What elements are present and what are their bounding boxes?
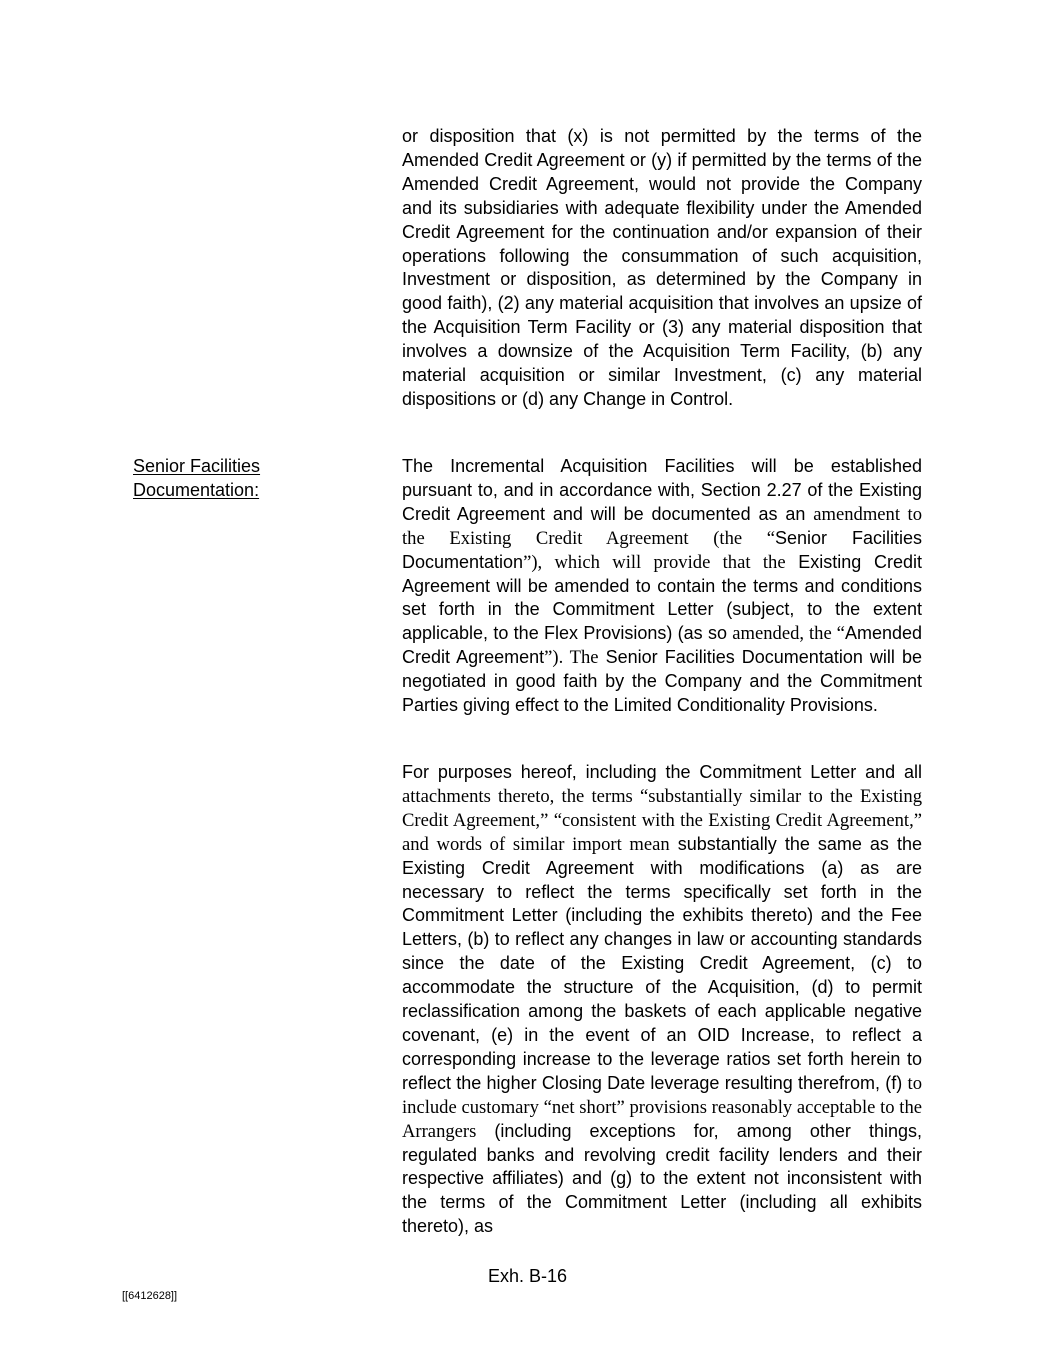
defined-term: Amended Credit Agreement <box>402 623 922 668</box>
text-run: The Incremental Acquisition Facilities will be established pursuant to, and in accordance with, Section 2.27 of the Existing Credit Agreement and will be documented as an <box>402 456 922 524</box>
text-run: ”), which will provide that the <box>523 551 786 573</box>
text-run: to include customary “net short” provisions reasonably acceptable to the Arrangers <box>402 1072 922 1142</box>
paragraph-continued-text: or disposition that (x) is not permitted by the terms of the Amended Credit Agreement or (y) if permitted by the terms of the Amended Credit Agreement, would not provide the Company and its subsidiaries with adequate flexibility under the Amended Credit Agreement for the continuation and/or expansion of their operations following the consummation of such acquisition, Investment or disposition, as determined by the Company in good faith), (2) any material acquisition that involves an upsize of the Acquisition Term Facility or (3) any material disposition that involves a downsize of the Acquisition Term Facility, (b) any material acquisition or similar Investment, (c) any material dispositions or (d) any Change in Control. <box>402 126 922 409</box>
paragraph-continued <box>402 125 922 412</box>
text-run: Existing Credit Agreement will be amended to contain the terms and conditions set forth in the Commitment Letter (subject, to the extent applicable, to the Flex Provisions) (as so <box>402 551 922 644</box>
text-run: amendment to the Existing Credit Agreement (the “ <box>402 503 922 549</box>
paragraph-purposes-text <box>402 761 922 1239</box>
section-label-senior-facilities: Senior Facilities Documentation: <box>133 456 261 500</box>
text-run: substantially the same as the Existing Credit Agreement with modifications (a) as are necessary to reflect the terms specifically set forth in the Commitment Letter (including the exhibits thereto) and the Fee Letters, (b) to reflect any changes in law or accounting standards since the date of the Existing Credit Agreement, (c) to accommodate the structure of the Acquisition, (d) to permit reclassification among the baskets of each applicable negative covenant, (e) in the event of an OID Increase, to reflect a corresponding increase to the leverage ratios set forth herein to reflect the higher Closing Date leverage resulting therefrom, (f) <box>402 833 922 1093</box>
text-run: attachments thereto, the terms “substantially similar to the Existing Credit Agreement,” “consistent with the Existing Credit Agreement,” and words of similar import mean <box>402 785 922 855</box>
document-id: [[6412628]] <box>122 1290 178 1302</box>
defined-term: Senior Facilities Documentation <box>402 527 922 572</box>
text-run: For purposes hereof, including the Commitment Letter and all <box>402 762 922 782</box>
paragraph-purposes <box>402 761 922 1239</box>
text-run: (including exceptions for, among other things, regulated banks and revolving credit facility lenders and their respective affiliates) and (g) to the extent not inconsistent with the terms of the Commitment Letter (including all exhibits thereto), as <box>402 1120 922 1237</box>
paragraph-senior-facilities-text <box>402 455 922 718</box>
page-number: Exh. B-16 <box>487 1266 568 1286</box>
text-run: amended, the “ <box>732 623 845 645</box>
paragraph-senior-facilities <box>402 455 922 718</box>
section-label <box>133 455 333 503</box>
text-run: ”). The <box>544 647 599 669</box>
text-run: Senior Facilities Documentation will be negotiated in good faith by the Company and the Commitment Parties giving effect to the Limited Conditionality Provisions. <box>402 647 922 716</box>
